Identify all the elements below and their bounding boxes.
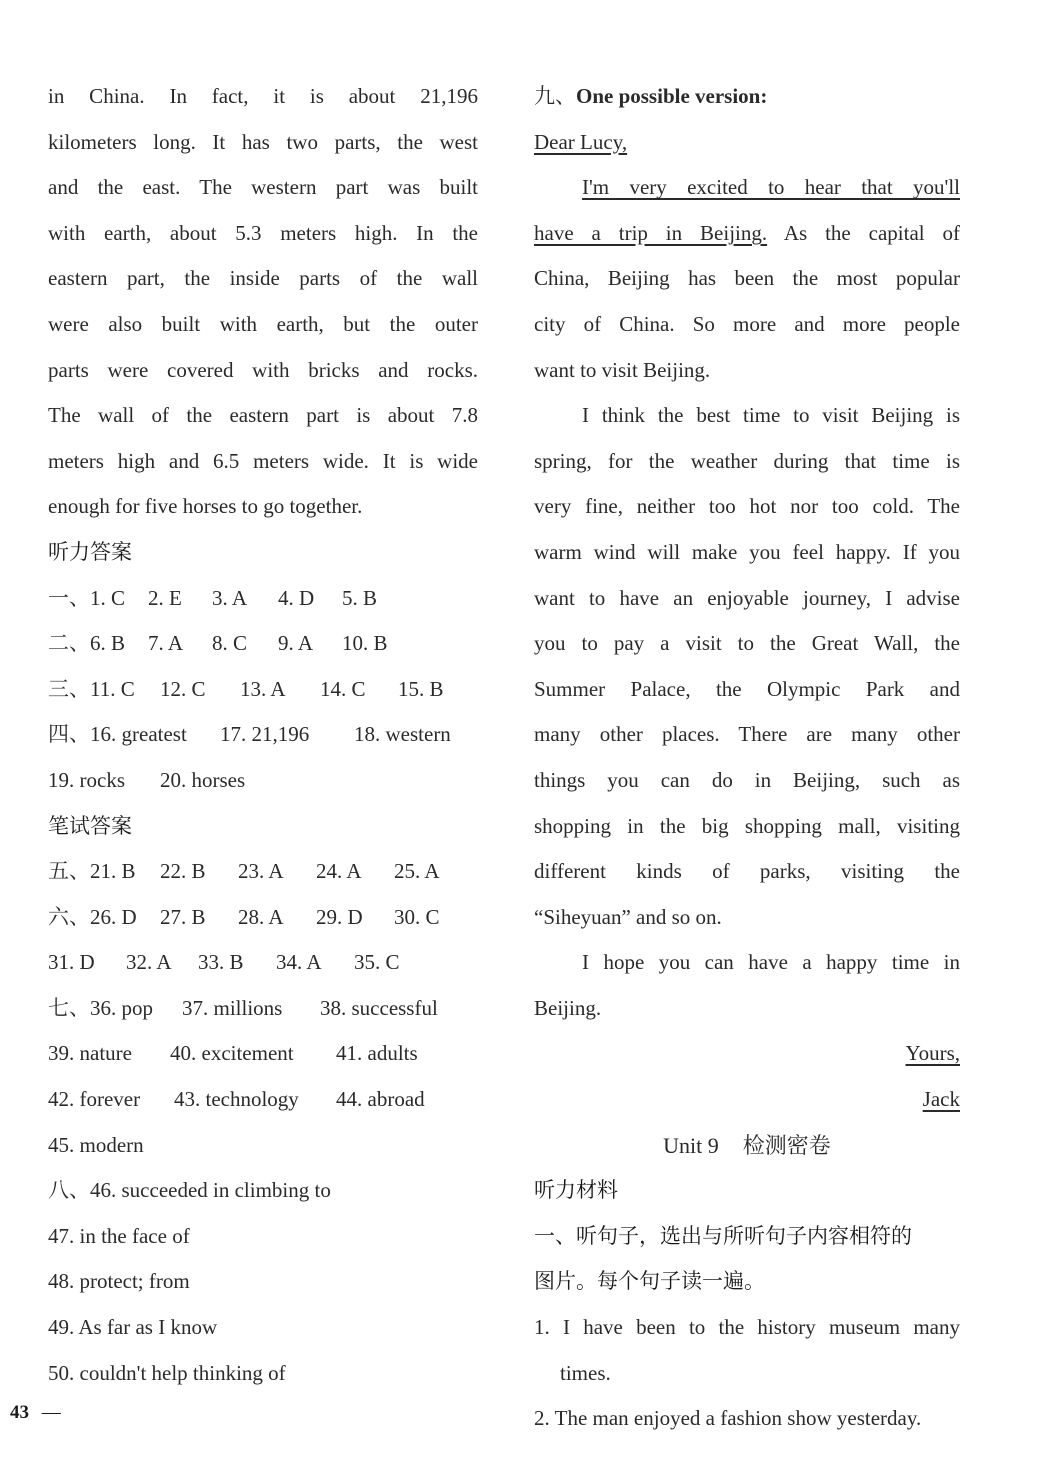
answer: 34. A [276, 950, 322, 975]
answer: 50. couldn't help thinking of [48, 1360, 286, 1385]
answer: 42. forever [48, 1087, 141, 1112]
answer-row [48, 667, 478, 713]
passage-line: enough for five horses to go together. [48, 494, 363, 519]
answer: 47. in the face of [48, 1223, 190, 1248]
passage-line: were also built with earth, but the outer [48, 311, 478, 336]
passage-line: with earth, about 5.3 meters high. In the [48, 220, 478, 245]
answer: 7. A [148, 631, 184, 656]
letter-line: you to pay a visit to the Great Wall, the [534, 631, 960, 656]
letter-line: things you can do in Beijing, such as [534, 767, 960, 792]
answer: 二、6. B [48, 631, 126, 656]
passage-line: meters high and 6.5 meters wide. It is wide [48, 448, 478, 473]
answer: 31. D [48, 950, 95, 975]
listening-item: times. [560, 1360, 611, 1385]
answer: 45. modern [48, 1132, 144, 1157]
section-title: One possible version: [576, 84, 768, 108]
passage-line: The wall of the eastern part is about 7.8 [48, 403, 478, 428]
answer-row [48, 621, 478, 667]
letter-line: “Siheyuan” and so on. [534, 904, 722, 929]
instruction-line: 一、听句子，选出与所听句子内容相符的 [534, 1223, 912, 1248]
answer: 33. B [198, 950, 244, 975]
letter-line: I hope you can have a happy time in [582, 950, 960, 975]
answer: 44. abroad [336, 1087, 425, 1112]
answer: 25. A [394, 859, 440, 884]
answer: 13. A [240, 676, 286, 701]
closing: Yours, [905, 1041, 960, 1066]
answer: 23. A [238, 859, 284, 884]
answer: 15. B [398, 676, 444, 701]
passage [48, 74, 478, 530]
answer: 22. B [160, 859, 206, 884]
letter-line: I think the best time to visit Beijing is [582, 403, 960, 428]
letter-line: want to have an enjoyable journey, I advise [534, 585, 960, 610]
answer: 49. As far as I know [48, 1315, 218, 1340]
right-column [534, 74, 960, 1442]
letter-line: want to visit Beijing. [534, 357, 711, 382]
unit-title [534, 1123, 960, 1169]
listening-item: 1. I have been to the history museum many [534, 1315, 960, 1340]
answer: 五、21. B [48, 859, 136, 884]
section-label: 九、 [534, 84, 576, 108]
letter-line: very fine, neither too hot nor too cold. The [534, 494, 960, 519]
answer: 9. A [278, 631, 314, 656]
answer: 14. C [320, 676, 366, 701]
answer-row [48, 1031, 478, 1077]
letter-line: shopping in the big shopping mall, visiting [534, 813, 960, 838]
answer: 七、36. pop [48, 995, 153, 1020]
answer: 四、16. greatest [48, 722, 187, 747]
answer: 10. B [342, 631, 388, 656]
letter-line: Summer Palace, the Olympic Park and [534, 676, 960, 701]
answer: 30. C [394, 904, 440, 929]
listening-answers [48, 576, 478, 804]
answer: 三、11. C [48, 676, 135, 701]
passage-line: kilometers long. It has two parts, the west [48, 129, 478, 154]
written-answers [48, 849, 478, 1396]
letter-line: China, Beijing has been the most popular [534, 266, 960, 291]
listening-material-heading: 听力材料 [534, 1178, 618, 1203]
answer: 32. A [126, 950, 172, 975]
letter-line: warm wind will make you feel happy. If you [534, 539, 960, 564]
letter-line: have a trip in Beijing. As the capital of [534, 220, 960, 245]
section-nine-title [534, 74, 960, 120]
letter-line: I'm very excited to hear that you'll [582, 175, 960, 200]
letter-line: many other places. There are many other [534, 722, 960, 747]
answer: 24. A [316, 859, 362, 884]
passage-line: parts were covered with bricks and rocks. [48, 357, 478, 382]
instruction-line: 图片。每个句子读一遍。 [534, 1269, 765, 1294]
answer: 12. C [160, 676, 206, 701]
answer: 5. B [342, 585, 378, 610]
passage-line: in China. In fact, it is about 21,196 [48, 84, 478, 108]
answer: 19. rocks [48, 767, 125, 792]
answer: 39. nature [48, 1041, 132, 1066]
answer: 八、46. succeeded in climbing to [48, 1178, 331, 1203]
answer: 27. B [160, 904, 206, 929]
answer-row [48, 986, 478, 1032]
salutation: Dear Lucy, [534, 129, 628, 154]
answer: 38. successful [320, 995, 438, 1020]
listening-answers-heading: 听力答案 [48, 539, 132, 564]
answer: 8. C [212, 631, 248, 656]
answer: 41. adults [336, 1041, 418, 1066]
unit-title-text: 检测密卷 [742, 1133, 831, 1159]
answer: 35. C [354, 950, 400, 975]
answer: 3. A [212, 585, 248, 610]
answer-row [48, 940, 478, 986]
answer: 48. protect; from [48, 1269, 190, 1294]
answer: 29. D [316, 904, 363, 929]
answer-row [48, 712, 478, 758]
answer: 43. technology [174, 1087, 299, 1112]
answer: 2. E [148, 585, 182, 610]
page-number-dash: — [41, 1402, 61, 1423]
left-column [48, 74, 478, 1396]
answer-row [48, 758, 478, 804]
answer-row [48, 1077, 478, 1123]
answer-row [48, 849, 478, 895]
answer: 六、26. D [48, 904, 137, 929]
letter-line: spring, for the weather during that time is [534, 448, 960, 473]
answer: 17. 21,196 [220, 722, 310, 747]
answer: 40. excitement [170, 1041, 294, 1066]
letter-line: Beijing. [534, 995, 602, 1020]
answer-row [48, 576, 478, 622]
signature: Jack [922, 1087, 960, 1112]
answer: 一、1. C [48, 585, 126, 610]
answer-row [48, 895, 478, 941]
letter-line: different kinds of parks, visiting the [534, 859, 960, 884]
written-answers-heading: 笔试答案 [48, 813, 132, 838]
answer: 18. western [354, 722, 451, 747]
answer: 28. A [238, 904, 284, 929]
answer: 20. horses [160, 767, 246, 792]
page-number: 43 — [10, 1402, 61, 1423]
unit-label: Unit 9 [663, 1132, 719, 1158]
passage-line: eastern part, the inside parts of the wall [48, 266, 478, 291]
passage-line: and the east. The western part was built [48, 175, 478, 200]
letter-line: city of China. So more and more people [534, 311, 960, 336]
answer: 4. D [278, 585, 315, 610]
answer: 37. millions [182, 995, 283, 1020]
listening-item: 2. The man enjoyed a fashion show yesterday. [534, 1406, 922, 1431]
